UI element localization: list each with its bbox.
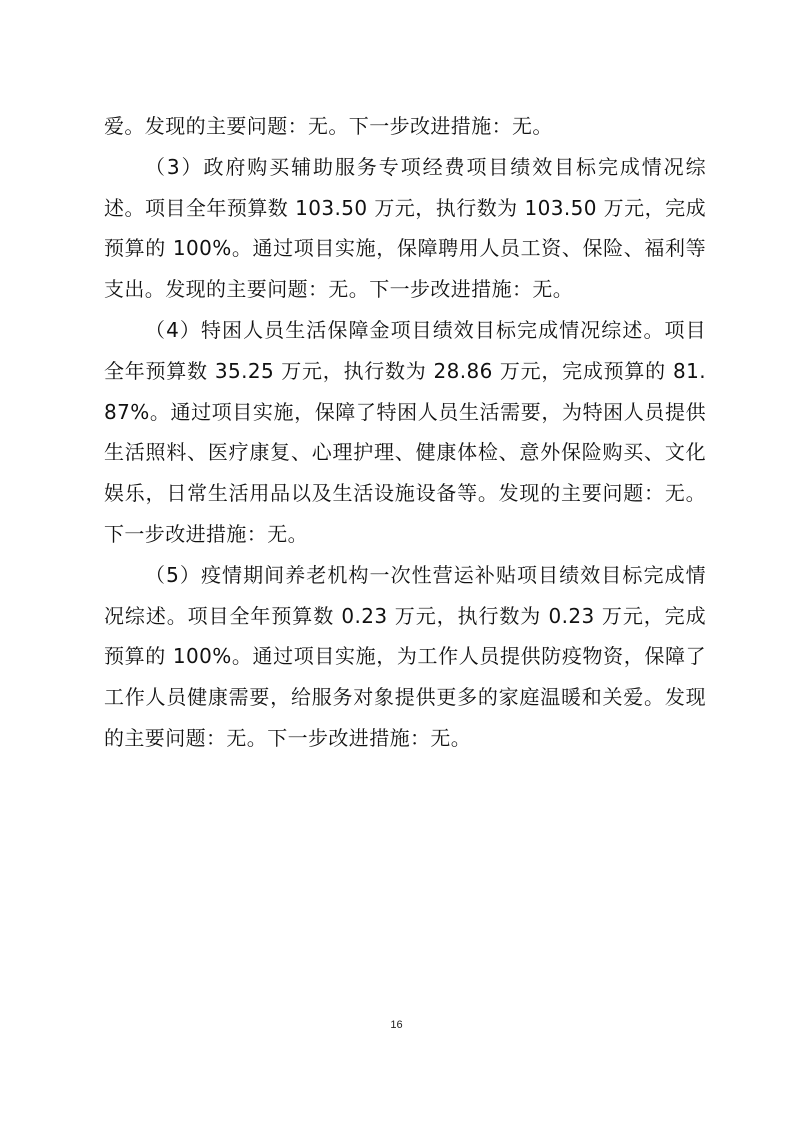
paragraph-item-4: （4）特困人员生活保障金项目绩效目标完成情况综述。项目全年预算数 35.25 万元，执行数为 28.86 万元，完成预算的 81.87%。通过项目实施，保障了特困人员生活需要，为特困人员提供生活照料、医疗康复、心理护理、健康体检、意外保险购买、文化娱乐，日常生活用品以及生活设施设备等。发现的主要问题：无。下一步改进措施：无。 [104,317,706,546]
document-body [104,106,706,759]
paragraph-continuation: 爱。发现的主要问题：无。下一步改进措施：无。 [104,114,553,138]
page-number: 16 [390,1019,403,1031]
paragraph-item-3: （3）政府购买辅助服务专项经费项目绩效目标完成情况综述。项目全年预算数 103.50 万元，执行数为 103.50 万元，完成预算的 100%。通过项目实施，保障聘用人员工资、保险、福利等支出。发现的主要问题：无。下一步改进措施：无。 [104,154,706,302]
paragraph-item-5: （5）疫情期间养老机构一次性营运补贴项目绩效目标完成情况综述。项目全年预算数 0.23 万元，执行数为 0.23 万元，完成预算的 100%。通过项目实施，为工作人员提供防疫物资，保障了工作人员健康需要，给服务对象提供更多的家庭温暖和关爱。发现的主要问题：无。下一步改进措施：无。 [104,562,706,750]
